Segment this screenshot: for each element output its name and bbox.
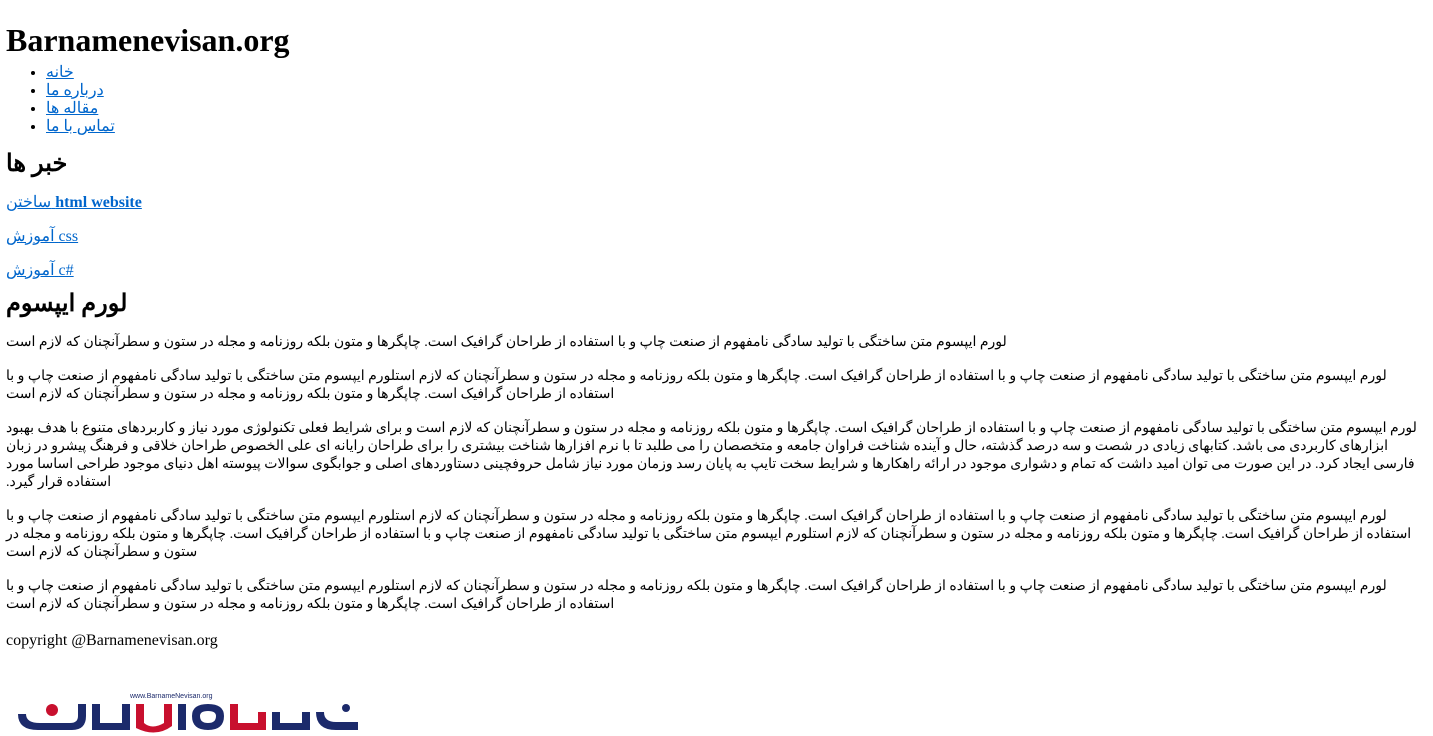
news-heading: خبر ها [6,151,68,177]
news-link-fa: آموزش [6,228,55,245]
news-link-en: html website [55,194,142,211]
lorem-heading: لورم ایپسوم [6,291,128,317]
nav-item-home [46,64,1427,82]
news-link-fa: ساختن [6,194,52,211]
lorem-paragraph-2: لورم ایپسوم متن ساختگی با تولید سادگی نامفهوم از صنعت چاپ و با استفاده از طراحان گرافیک است. چاپگرها و متون بلکه روزنامه و مجله در ستون و سطرآنچنان که لازم استلورم ایپسوم متن ساختگی با تولید سادگی نامفهوم از صنعت چاپ و با استفاده از طراحان گرافیک است. چاپگرها و متون بلکه روزنامه و مجله در ستون و سطرآنچنان که لازم است [6,369,1387,402]
logo-url-text: www.BarnameNevisan.org [130,693,213,700]
nav-link-about[interactable]: درباره ما [46,82,104,99]
news-link-en: c# [58,262,74,279]
site-logo [12,686,364,734]
lorem-paragraph-1: لورم ایپسوم متن ساختگی با تولید سادگی نامفهوم از صنعت چاپ و با استفاده از طراحان گرافیک است. چاپگرها و متون بلکه روزنامه و مجله در ستون و سطرآنچنان که لازم است [6,335,1007,350]
nav-item-articles [46,100,1427,118]
news-link-html-website[interactable] [6,194,1427,212]
news-link-fa: آموزش [6,262,55,279]
nav-link-contact[interactable]: تماس با ما [46,118,115,135]
nav-item-about [46,82,1427,100]
logo-wordmark [18,704,358,733]
lorem-paragraph-3: لورم ایپسوم متن ساختگی با تولید سادگی نامفهوم از صنعت چاپ و با استفاده از طراحان گرافیک است. چاپگرها و متون بلکه روزنامه و مجله در ستون و سطرآنچنان که لازم است و برای شرایط فعلی تکنولوژی مورد نیاز و کاربردهای متنوع با هدف بهبود ابزارهای کاربردی می باشد. کتابهای زیادی در شصت و سه درصد گذشته، حال و آینده شناخت فراوان جامعه و متخصصان را می طلبد تا با نرم افزارها شناخت بیشتری را برای طراحان رایانه ای علی الخصوص طراحان خلاقی و فرهنگ پیشرو در زبان فارسی ایجاد کرد. در این صورت می توان امید داشت که تمام و دشواری موجود در ارائه راهکارها و شرایط سخت تایپ به پایان رسد وزمان مورد نیاز شامل حروفچینی دستاوردهای اصلی و جوابگوی سوالات پیوسته اهل دنیای موجود طراحی اساسا مورد استفاده قرار گیرد. [6,421,1417,490]
nav-link-home[interactable]: خانه [46,64,74,81]
lorem-paragraph-4: لورم ایپسوم متن ساختگی با تولید سادگی نامفهوم از صنعت چاپ و با استفاده از طراحان گرافیک است. چاپگرها و متون بلکه روزنامه و مجله در ستون و سطرآنچنان که لازم استلورم ایپسوم متن ساختگی با تولید سادگی نامفهوم از صنعت چاپ و با استفاده از طراحان گرافیک است. چاپگرها و متون بلکه روزنامه و مجله در ستون و سطرآنچنان که لازم استلورم ایپسوم متن ساختگی با تولید سادگی نامفهوم از صنعت چاپ و با استفاده از طراحان گرافیک است. چاپگرها و متون بلکه روزنامه و مجله در ستون و سطرآنچنان که لازم است [6,509,1412,560]
nav-item-contact [46,118,1427,136]
copyright-text: copyright @Barnamenevisan.org [6,632,218,649]
news-link-css[interactable] [6,228,1427,246]
main-nav [6,64,1427,136]
nav-link-articles[interactable]: مقاله ها [46,100,99,117]
lorem-paragraph-5: لورم ایپسوم متن ساختگی با تولید سادگی نامفهوم از صنعت چاپ و با استفاده از طراحان گرافیک است. چاپگرها و متون بلکه روزنامه و مجله در ستون و سطرآنچنان که لازم استلورم ایپسوم متن ساختگی با تولید سادگی نامفهوم از صنعت چاپ و با استفاده از طراحان گرافیک است. چاپگرها و متون بلکه روزنامه و مجله در ستون و سطرآنچنان که لازم است [6,579,1387,612]
news-link-en: css [58,228,79,245]
news-link-csharp[interactable] [6,262,1427,280]
site-title: Barnamenevisan.org [6,22,290,58]
